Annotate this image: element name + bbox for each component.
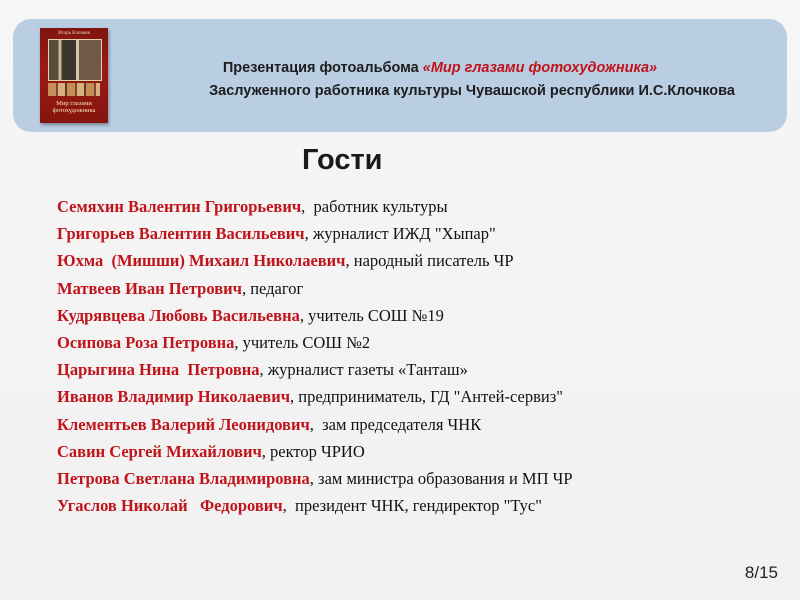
- guest-role: , народный писатель ЧР: [345, 251, 514, 271]
- guest-role: , журналист газеты «Танташ»: [259, 360, 468, 380]
- album-cover-author: Игорь Клочков: [58, 31, 90, 36]
- album-title: «Мир глазами фотохудожника»: [422, 60, 658, 76]
- guest-name: Иванов Владимир Николаевич: [57, 387, 291, 407]
- guest-role: , президент ЧНК, гендиректор "Тус": [282, 496, 542, 516]
- guest-role: , педагог: [241, 278, 304, 298]
- guest-name: Клементьев Валерий Леонидович: [57, 414, 310, 434]
- header-title-line2: Заслуженного работника культуры Чувашской республики И.С.Клочкова: [209, 83, 735, 99]
- guest-name: Матвеев Иван Петрович: [57, 278, 242, 298]
- guest-role: , ректор ЧРИО: [261, 441, 365, 461]
- guest-name: Савин Сергей Михайлович: [57, 441, 262, 461]
- guest-role: , работник культуры: [301, 197, 448, 216]
- guest-item: [57, 275, 573, 302]
- guest-item: [57, 383, 573, 410]
- guest-role: , зам председателя ЧНК: [309, 414, 482, 434]
- album-cover-title: Мир глазами фотохудожника: [52, 100, 96, 114]
- guest-role: , зам министра образования и МП ЧР: [309, 468, 573, 488]
- page-number: 8/15: [744, 563, 778, 582]
- guest-name: Григорьев Валентин Васильевич: [57, 224, 305, 244]
- guest-role: , журналист ИЖД "Хыпар": [304, 224, 496, 244]
- guest-role: , предприниматель, ГД "Антей-сервиз": [290, 387, 563, 407]
- guest-name: Кудрявцева Любовь Васильевна: [57, 305, 300, 325]
- guest-role: , учитель СОШ №19: [299, 305, 444, 325]
- header-title-prefix: Презентация фотоальбома: [222, 60, 423, 76]
- guest-item: [57, 411, 573, 438]
- guest-item: [57, 329, 573, 356]
- guest-name: Юхма (Мишши) Михаил Николаевич: [57, 251, 346, 271]
- guest-name: Угаслов Николай Федорович: [57, 496, 283, 516]
- guest-item: [57, 492, 573, 519]
- header-title-line1: [13, 60, 787, 76]
- guest-item: [57, 465, 573, 492]
- section-heading: Гости: [302, 144, 383, 176]
- guest-list: [57, 193, 573, 519]
- guest-name: Семяхин Валентин Григорьевич: [57, 197, 302, 216]
- guest-name: Петрова Светлана Владимировна: [57, 468, 310, 488]
- guest-item: [57, 356, 573, 383]
- guest-name: Царыгина Нина Петровна: [57, 360, 260, 380]
- guest-item: [57, 438, 573, 465]
- guest-item: [57, 247, 573, 274]
- guest-item: [57, 220, 573, 247]
- header-banner: [13, 19, 787, 132]
- guest-name: Осипова Роза Петровна: [57, 332, 235, 352]
- guest-item: [57, 193, 573, 220]
- guest-item: [57, 302, 573, 329]
- guest-role: , учитель СОШ №2: [234, 332, 371, 352]
